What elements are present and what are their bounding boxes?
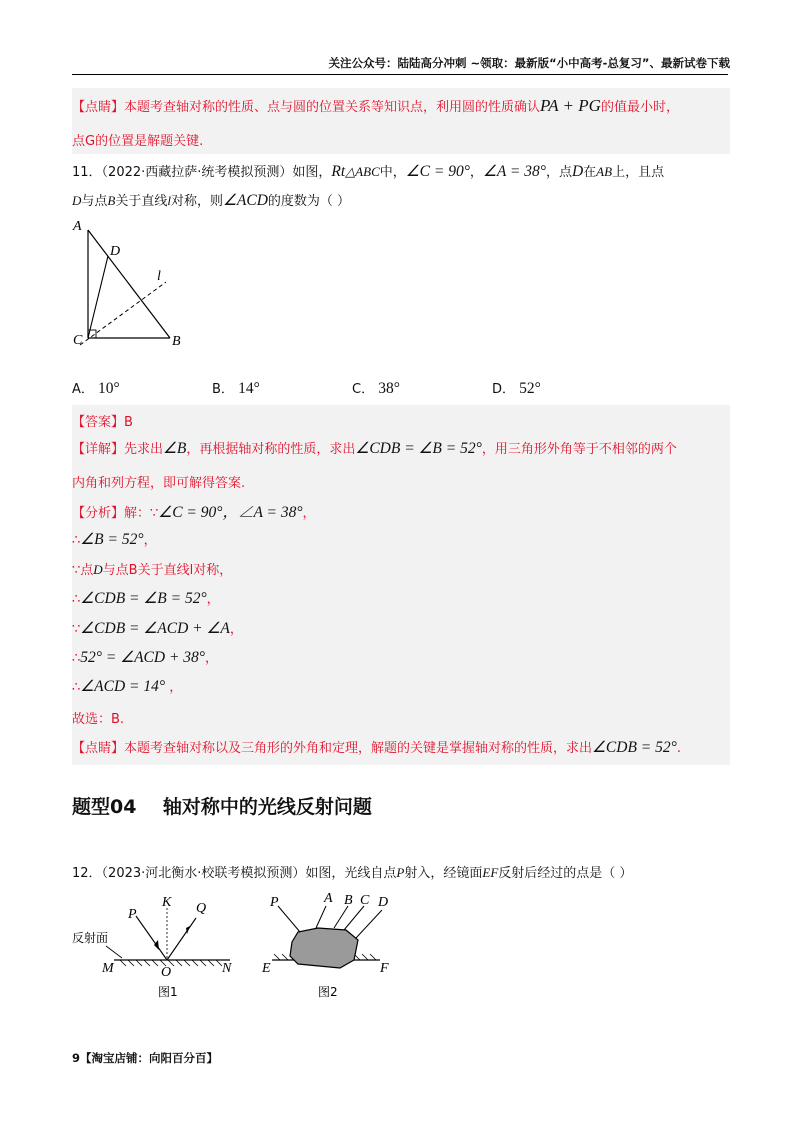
detail-text: ，再根据轴对称的性质，求出 [186,442,356,457]
final-choice: 故选：B. [72,712,125,727]
answer-label: 【答案】 [72,415,125,430]
arrow-po [154,940,159,950]
analysis-text: ， [302,506,316,521]
option-letter: B． [212,382,234,397]
q11-text: 与点 [81,194,108,209]
step-3: ∴∠CDB = ∠B = 52°， [72,590,220,607]
answer-value: B [124,415,133,430]
q12-number: 12． [72,866,102,881]
q11-line1 [72,161,664,181]
note-label: 【点睛】 [72,100,125,115]
step-1: ∴∠B = 52°， [72,531,157,548]
analysis-label: 【分析】 [72,506,125,521]
segment-cd [88,256,108,338]
q11-text: 在 [583,165,597,180]
label-d: D [110,244,121,259]
label-c: C [360,893,370,908]
ray-d [356,910,382,938]
obstacle [290,928,358,968]
label-b: B [344,893,353,908]
q12-figure-1 [70,890,250,1005]
q11-ab: AB [596,164,613,179]
answer-line [72,411,133,430]
q11-angle-a: ∠A = 38° [482,163,546,180]
q11-text: 的度数为（ ） [267,194,351,209]
q12-text: （2023·河北衡水·校联考模拟预测）如图，光线自点 [101,866,397,881]
label-l: l [157,269,161,284]
q11-triangle-figure [66,216,196,356]
q11-angle-c: ∠C = 90° [405,163,470,180]
side-ab [88,230,170,338]
option-letter: C． [352,382,375,397]
surface-pointer [106,946,122,958]
option-value: 10° [98,380,120,397]
detail-line2: 内角和列方程，即可解得答案. [72,476,246,491]
note-text: 的值最小时， [600,100,679,115]
q11-d: D [72,193,82,208]
detail-line1 [72,438,677,458]
option-b[interactable] [212,378,260,398]
step-5: ∴52° = ∠ACD + 38°， [72,649,219,666]
q11-text: ，点 [545,165,572,180]
label-a: A [324,891,333,906]
ray-c [344,906,364,930]
label-b: B [172,334,181,349]
q11-text: 中， [379,165,406,180]
analysis-expr: ∠C = 90°，∠A = 38° [158,504,303,521]
label-d: D [378,895,389,910]
page-header: 关注公众号：陆陆高分冲刺 ~领取：最新版“小中高考-总复习”、最新试卷下载 [328,56,730,70]
q11-acd: ∠ACD [223,192,268,209]
q11-text: 对称，则 [171,194,224,209]
section-heading: 题型04 轴对称中的光线反射问题 [72,796,372,818]
q11-source: （2022·西藏拉萨·统考模拟预测）如图， [101,165,332,180]
option-value: 38° [378,380,400,397]
note-expr: PA + PG [540,96,601,115]
ray-oq [167,918,196,960]
label-o: O [161,965,172,980]
q12-ef: EF [482,865,499,880]
label-k: K [162,895,172,910]
detail-text: ，用三角形外角等于不相邻的两个 [481,442,677,457]
line-l [80,282,166,345]
option-value: 14° [238,380,260,397]
q11-text: 关于直线 [115,194,168,209]
label-surface: 反射面 [72,931,109,945]
label-e: E [262,961,271,976]
label-q: Q [196,901,207,916]
option-letter: D． [492,382,516,397]
q11-text: ， [469,165,483,180]
note-text: . [676,741,681,756]
label-f: F [380,961,389,976]
step-2: ∵点D与点B关于直线l对称， [72,562,233,578]
q11-number: 11． [72,165,102,180]
option-d[interactable] [492,378,541,398]
label-c: C [73,333,83,348]
note-expr: ∠CDB = 52° [592,739,677,756]
ray-po [136,916,167,960]
detail-expr: ∠CDB = ∠B = 52° [355,440,482,457]
ray-a [316,906,326,928]
label-p: P [128,907,137,922]
detail-text: 先求出 [124,442,164,457]
step-4: ∵∠CDB = ∠ACD + ∠A， [72,620,243,637]
q12-text: 射入，经镜面 [404,866,483,881]
ray-b [334,906,348,928]
option-value: 52° [519,380,541,397]
detail-label: 【详解】 [72,442,125,457]
caption-fig2: 图2 [318,985,338,999]
q11-d: D [571,163,584,180]
note-text: 本题考查轴对称的性质、点与圆的位置关系等知识点，利用圆的性质确认 [124,100,541,115]
caption-fig1: 图1 [158,985,178,999]
q12-figure-2 [254,884,394,1004]
option-a[interactable] [72,378,120,398]
q11-text: 上，且点 [612,165,665,180]
label-m: M [102,961,114,976]
q12-p: P [396,865,405,880]
solution-box [72,405,730,765]
q11-line2 [72,190,350,210]
label-p: P [270,895,279,910]
step-6: ∴∠ACD = 14° ， [72,678,183,695]
label-a: A [73,219,82,234]
prev-note-line1 [72,96,679,116]
ray-p [278,906,300,932]
q11-rt: Rt [331,163,346,180]
arrow-oq [186,926,190,934]
q11-l: l [167,193,171,208]
prev-note-line2: 点G的位置是解题关键. [72,134,204,149]
analysis-text: 解：∵ [124,506,159,521]
label-n: N [222,961,232,976]
q11-b: B [107,193,116,208]
page-footer: 9【淘宝店铺：向阳百分百】 [72,1051,219,1065]
analysis-line [72,500,316,522]
option-c[interactable] [352,378,400,398]
option-letter: A． [72,382,94,397]
q11-triangle: △ABC [345,164,380,179]
detail-expr: ∠B [163,440,187,457]
q12-text: 反射后经过的点是（ ） [498,866,633,881]
header-rule [72,74,728,75]
note-text: 本题考查轴对称以及三角形的外角和定理，解题的关键是掌握轴对称的性质，求出 [124,741,593,756]
note-label: 【点睛】 [72,741,125,756]
q12-line [72,862,632,881]
note11-line [72,737,681,757]
